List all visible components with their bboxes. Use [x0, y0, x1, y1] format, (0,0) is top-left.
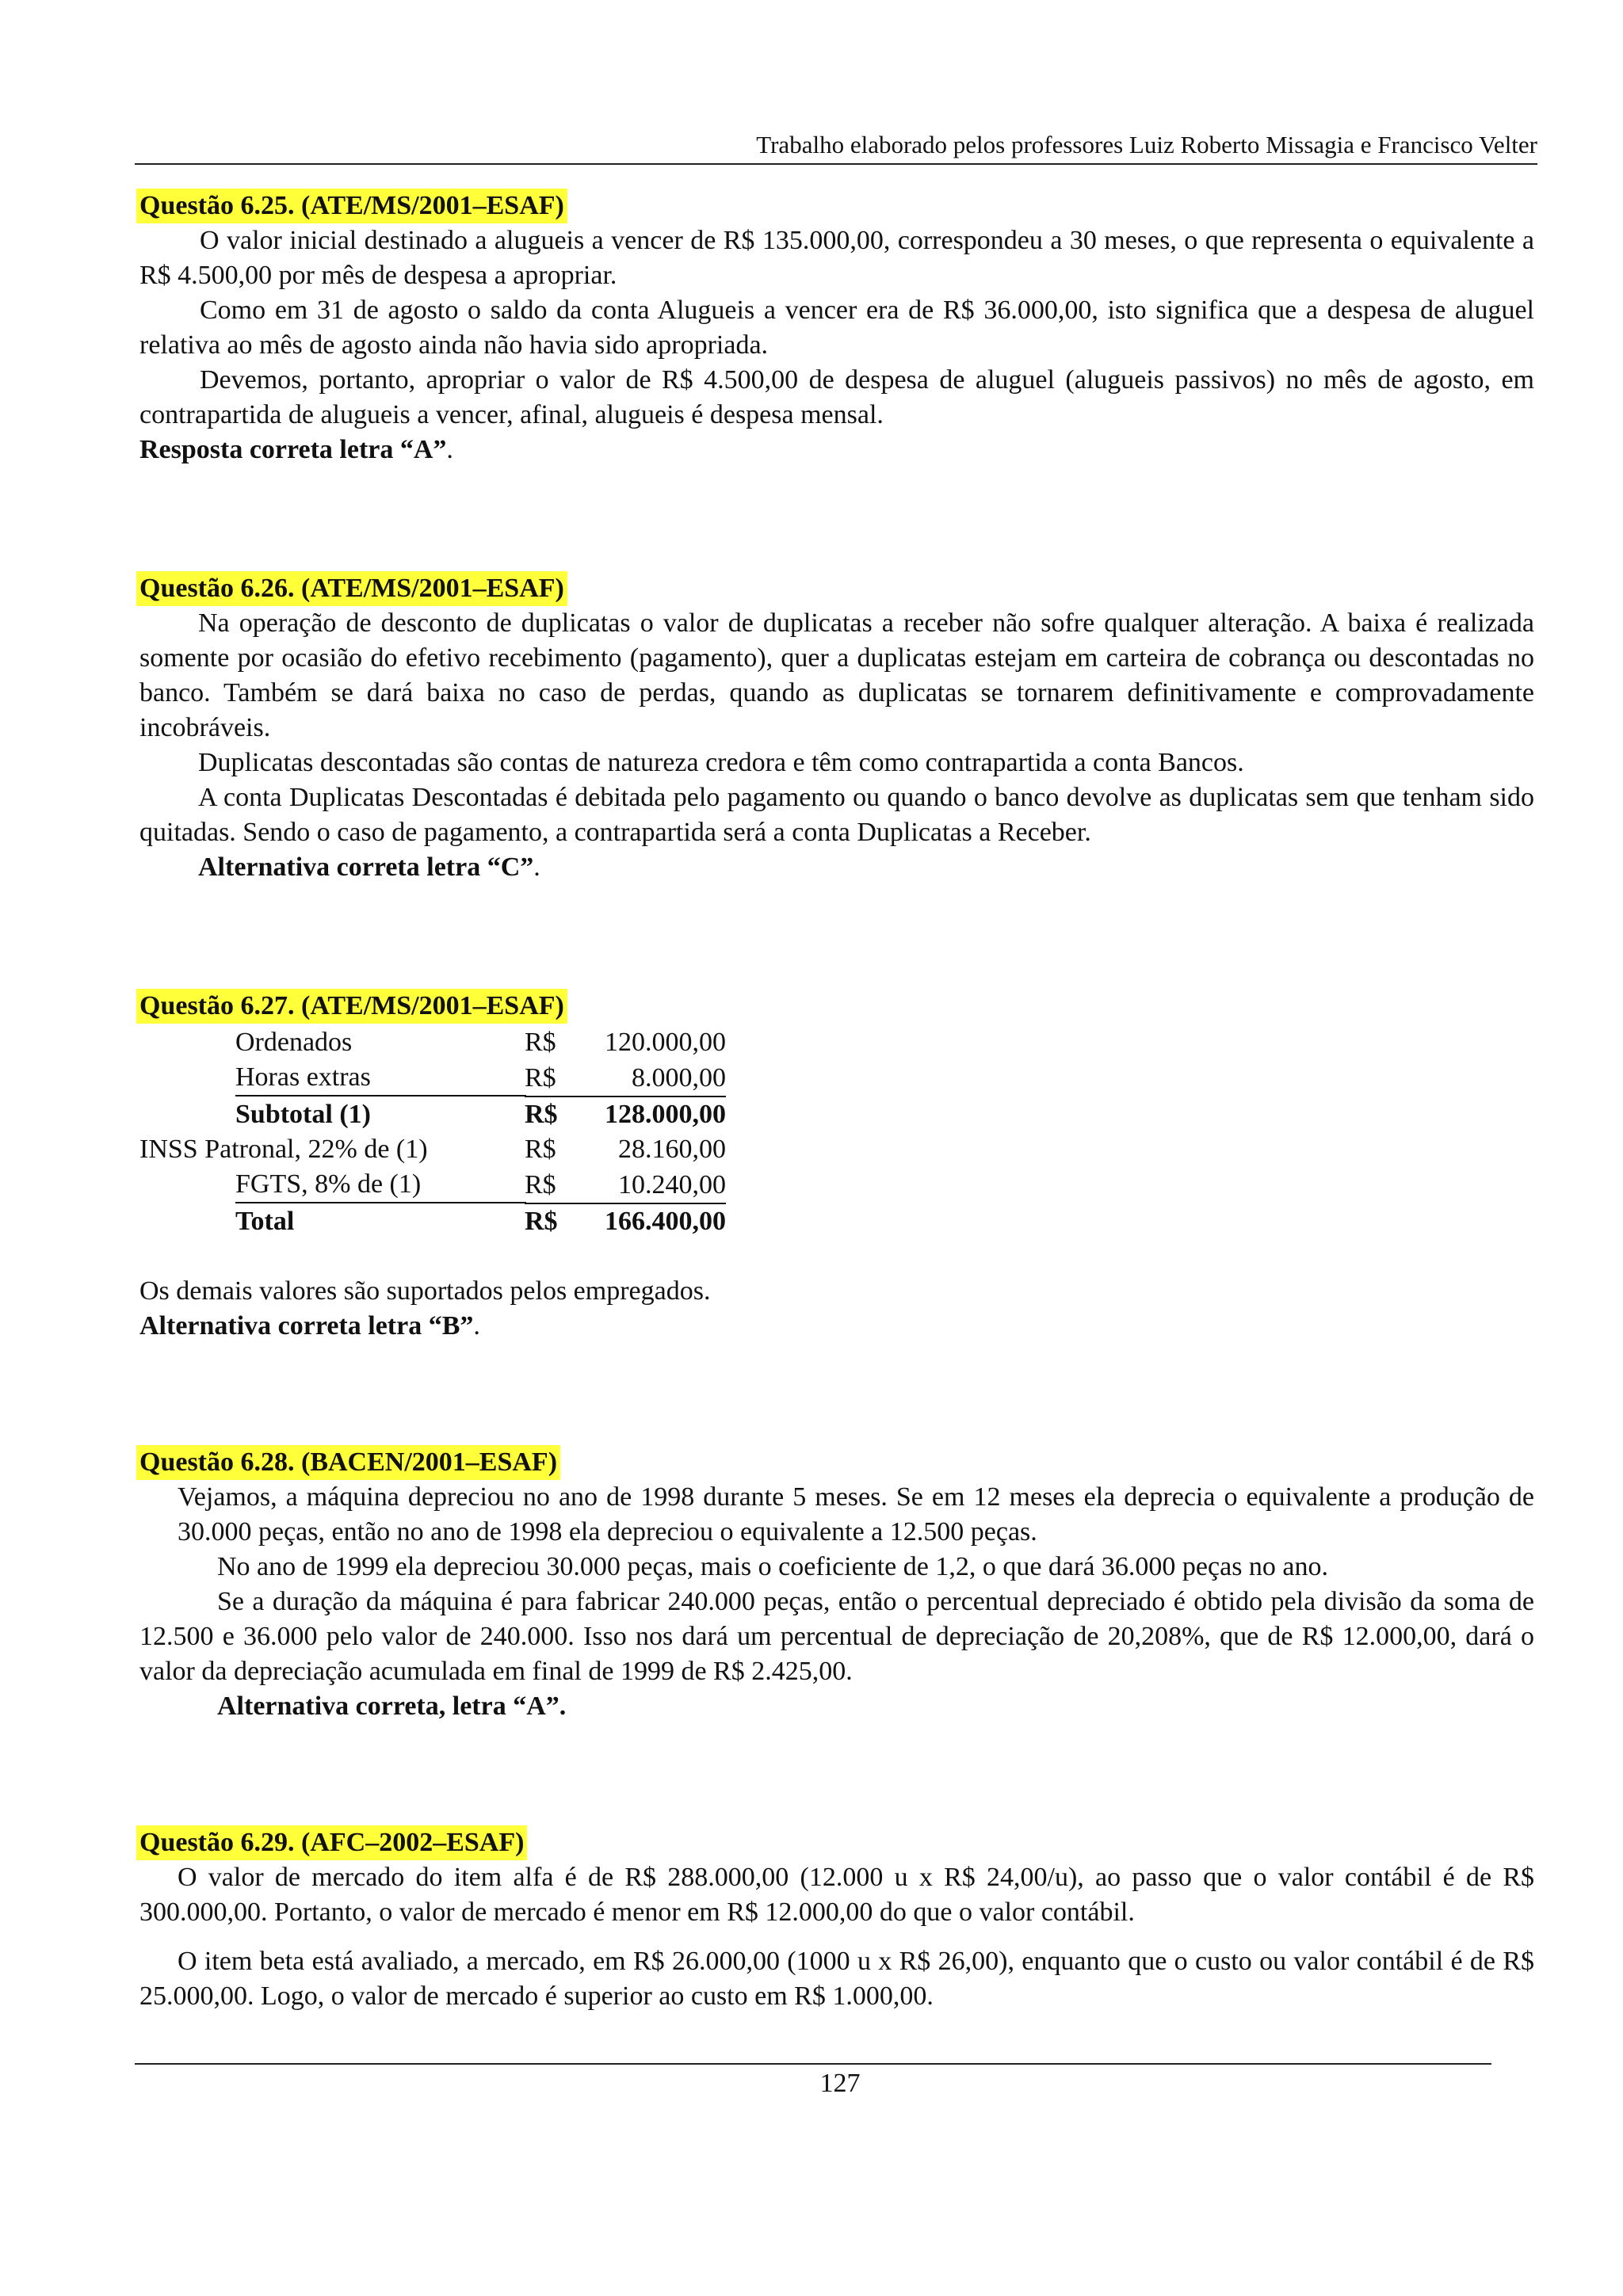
payroll-table [139, 1025, 726, 1239]
table-row: Horas extras R$ 8.000,00 [139, 1060, 726, 1097]
question-title: Questão 6.28. (BACEN/2001–ESAF) [136, 1445, 560, 1480]
paragraph: O valor de mercado do item alfa é de R$ 288.000,00 (12.000 u x R$ 24,00/u), ao passo que o valor contábil é de R$ 300.000,00. Portanto, o valor de mercado é menor em R$ 12.000,00 do que o valor contábil. [139, 1863, 1534, 1927]
paragraph: Se a duração da máquina é para fabricar 240.000 peças, então o percentual depreciado é obtido pela divisão da soma de 12.500 e 36.000 pelo valor de 240.000. Isso nos dará um percentual de depreciação de 20,208%, que de R$ 12.000,00, dará o valor da depreciação acumulada em final de 1999 de R$ 2.425,00. [139, 1587, 1534, 1686]
paragraph: O item beta está avaliado, a mercado, em R$ 26.000,00 (1000 u x R$ 26,00), enquanto que o custo ou valor contábil é de R$ 25.000,00. Logo, o valor de mercado é superior ao custo em R$ 1.000,00. [139, 1947, 1534, 2011]
answer: Alternativa correta, letra “A”. [217, 1691, 567, 1721]
header-text: Trabalho elaborado pelos professores Luiz Roberto Missagia e Francisco Velter [756, 131, 1537, 158]
question-6-28 [139, 1445, 1534, 1724]
question-6-26 [139, 571, 1534, 885]
answer: Resposta correta letra “A”. [139, 435, 453, 464]
question-6-29 [139, 1825, 1534, 2014]
footer-divider [135, 2063, 1491, 2065]
table-row: Ordenados R$ 120.000,00 [235, 1028, 726, 1057]
question-title: Questão 6.25. (ATE/MS/2001–ESAF) [136, 189, 567, 223]
question-title: Questão 6.26. (ATE/MS/2001–ESAF) [136, 571, 567, 606]
paragraph: Duplicatas descontadas são contas de natureza credora e têm como contrapartida a conta Bancos. [198, 748, 1244, 777]
table-row: Total R$ 166.400,00 [235, 1207, 726, 1236]
answer: Alternativa correta letra “B”. [139, 1311, 480, 1341]
page-number: 127 [819, 2069, 861, 2098]
question-title: Questão 6.29. (AFC–2002–ESAF) [136, 1825, 527, 1860]
paragraph: Como em 31 de agosto o saldo da conta Alugueis a vencer era de R$ 36.000,00, isto significa que a despesa de aluguel relativa ao mês de agosto ainda não havia sido apropriada. [139, 296, 1534, 360]
paragraph: Devemos, portanto, apropriar o valor de R$ 4.500,00 de despesa de aluguel (alugueis passivos) no mês de agosto, em contrapartida de alugueis a vencer, afinal, alugueis é despesa mensal. [139, 365, 1534, 429]
table-row: INSS Patronal, 22% de (1) R$ 28.160,00 [139, 1135, 726, 1164]
note: Os demais valores são suportados pelos empregados. [139, 1276, 711, 1306]
table-row: FGTS, 8% de (1) R$ 10.240,00 [139, 1167, 726, 1203]
paragraph: No ano de 1999 ela depreciou 30.000 peças, mais o coeficiente de 1,2, o que dará 36.000 peças no ano. [217, 1552, 1329, 1581]
paragraph: Na operação de desconto de duplicatas o valor de duplicatas a receber não sofre qualquer alteração. A baixa é realizada somente por ocasião do efetivo recebimento (pagamento), quer a duplicatas estejam em carteira de cobrança ou descontadas no banco. Também se dará baixa no caso de perdas, quando as duplicatas se tornarem definitivamente e comprovadamente incobráveis. [139, 608, 1534, 742]
paragraph: A conta Duplicatas Descontadas é debitada pelo pagamento ou quando o banco devolve as duplicatas sem que tenham sido quitadas. Sendo o caso de pagamento, a contrapartida será a conta Duplicatas a Receber. [139, 783, 1534, 847]
question-6-27 [139, 989, 1534, 1344]
answer: Alternativa correta letra “C”. [198, 852, 540, 882]
question-6-25 [139, 189, 1534, 467]
page-content [139, 189, 1534, 2014]
table-row: Subtotal (1) R$ 128.000,00 [235, 1100, 726, 1129]
question-title: Questão 6.27. (ATE/MS/2001–ESAF) [136, 989, 567, 1024]
page-header [135, 130, 1537, 165]
paragraph: O valor inicial destinado a alugueis a vencer de R$ 135.000,00, correspondeu a 30 meses, o que representa o equivalente a R$ 4.500,00 por mês de despesa a apropriar. [139, 226, 1534, 290]
paragraph: Vejamos, a máquina depreciou no ano de 1998 durante 5 meses. Se em 12 meses ela deprecia o equivalente a produção de 30.000 peças, então no ano de 1998 ela depreciou o equivalente a 12.500 peças. [178, 1482, 1534, 1547]
